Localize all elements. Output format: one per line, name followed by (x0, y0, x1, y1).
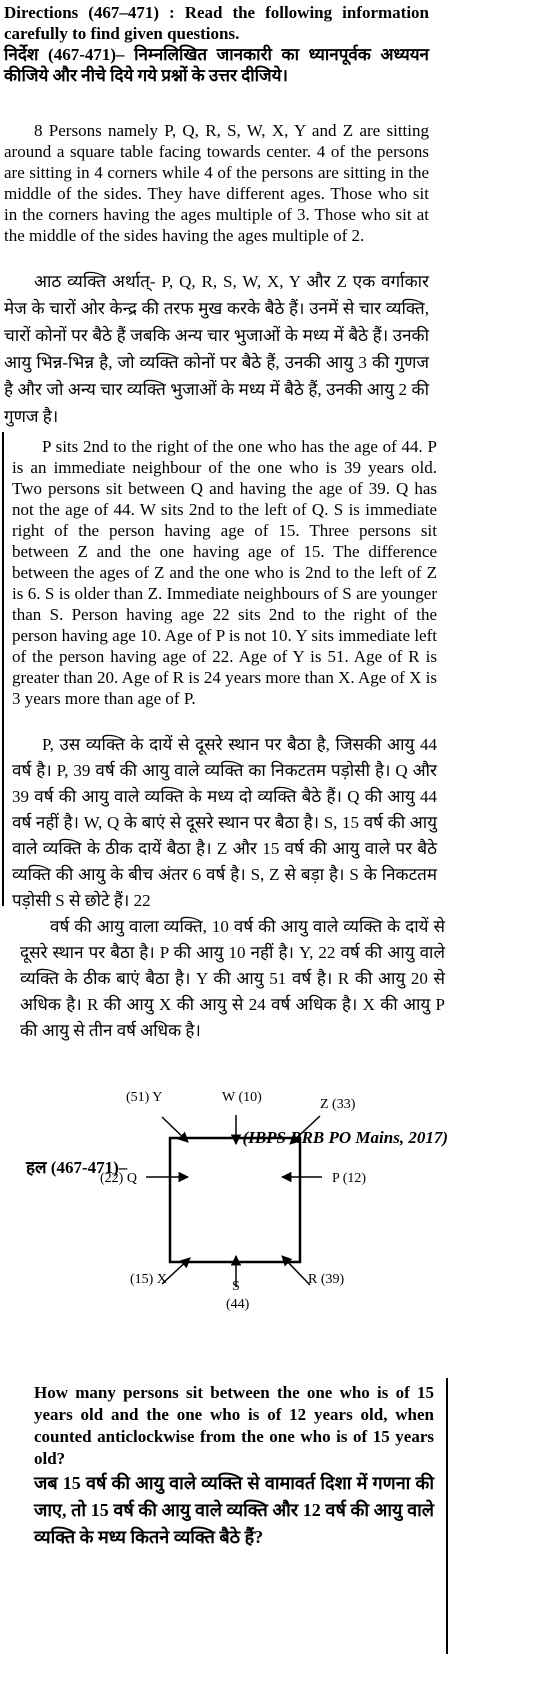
label-s-name: S (232, 1279, 240, 1294)
arrow-z (290, 1116, 320, 1144)
label-w: W (10) (222, 1090, 262, 1105)
question-right-bar (446, 1378, 448, 1654)
label-x: (15) X (130, 1272, 167, 1287)
intro-hindi: आठ व्यक्ति अर्थात्- P, Q, R, S, W, X, Y और Z एक वर्गाकार मेज के चारों ओर केन्द्र की तरफ मुख करके बैठे हैं। उनमें से चार व्यक्ति, चारों कोनों पर बैठे हैं जबकि अन्य चार भुजाओं के मध्य में बैठे हैं। उनकी आयु भिन्न-भिन्न है, जो व्यक्ति कोनों पर बैठे हैं, उनकी आयु 3 की गुणज है और जो अन्य चार व्यक्ति भुजाओं के मध्य में बैठे हैं, उनकी आयु 2 की गुणज है। (4, 272, 429, 426)
label-z: Z (33) (320, 1097, 356, 1112)
clue-left-bar (2, 432, 4, 906)
question-hindi: जब 15 वर्ष की आयु वाले व्यक्ति से वामावर्त दिशा में गणना की जाए, तो 15 वर्ष की आयु वाले व्यक्ति और 12 वर्ष की आयु वाले व्यक्ति के मध्य कितने व्यक्ति बैठे हैं? (34, 1473, 434, 1547)
solution-label: हल (467-471)– (26, 1158, 128, 1177)
label-q: (22) Q (100, 1171, 137, 1186)
seating-diagram (0, 1080, 548, 1312)
source-citation: (IBPS RRB PO Mains, 2017) (242, 1128, 448, 1147)
table-square (170, 1138, 300, 1262)
directions-english: Directions (467–471) : Read the following information carefully to find given questions. (4, 3, 429, 43)
clues-english: P sits 2nd to the right of the one who has the age of 44. P is an immediate neighbour of the one who is 39 years old. Two persons sit between Q and having the age of 39. Q has not the age of 44. W sits 2nd to the left of Q. S is immediate right of the person having age of 15. Three persons sit between Z and the one having age of 15. The difference between the ages of Z and the one who is 2nd to the left of Z is 6. S is older than Z. Immediate neighbours of S are younger than S. Person having age 22 sits 2nd to the right of the person having age 10. Age of P is not 10. Y sits immediate left of the person having age of 22. Age of Y is 51. Age of R is greater than 20. Age of R is 24 years more than X. Age of X is 3 years more than age of P. (12, 437, 437, 708)
arrow-r (282, 1256, 310, 1285)
intro-english: 8 Persons namely P, Q, R, S, W, X, Y and Z are sitting around a square table facing towards center. 4 of the persons are sitting in 4 corners while 4 of the persons are sitting in the middle of the sides. They have different ages. Those who sit in the corners having the ages multiple of 3. Those who sit at the middle of the sides having the ages multiple of 2. (4, 121, 429, 245)
question-english: How many persons sit between the one who is of 15 years old and the one who is of 12 years old, when counted anticlockwise from the one who is of 15 years old? (34, 1383, 434, 1468)
label-y: (51) Y (126, 1090, 163, 1105)
label-p: P (12) (332, 1171, 367, 1186)
clues-hindi-part2: वर्ष की आयु वाला व्यक्ति, 10 वर्ष की आयु वाले व्यक्ति के दायें से दूसरे स्थान पर बैठा है। P की आयु 10 नहीं है। Y, 22 वर्ष की आयु वाले व्यक्ति के ठीक बाएं बैठा है। Y की आयु 51 वर्ष है। R की आयु 20 से अधिक है। R की आयु X की आयु से 24 वर्ष अधिक है। X की आयु P की आयु से तीन वर्ष अधिक है। (20, 917, 445, 1040)
clues-hindi-part1: P, उस व्यक्ति के दायें से दूसरे स्थान पर बैठा है, जिसकी आयु 44 वर्ष है। P, 39 वर्ष की आयु वाले व्यक्ति का निकटतम पड़ोसी है। Q और 39 वर्ष की आयु वाले व्यक्ति के मध्य दो व्यक्ति बैठे हैं। Q की आयु 44 वर्ष नहीं है। W, Q के बाएं से दूसरे स्थान पर बैठा है। S, 15 वर्ष की आयु वाले व्यक्ति के ठीक दायें बैठा है। Z और 15 वर्ष की आयु वाले पर बैठे व्यक्ति की आयु के बीच अंतर 6 वर्ष है। S, Z से बड़ा है। S के निकटतम पड़ोसी S से छोटे हैं। 22 (12, 735, 437, 910)
label-s-age: (44) (226, 1297, 250, 1312)
directions-hindi: निर्देश (467-471)– निम्नलिखित जानकारी का ध्यानपूर्वक अध्ययन कीजिये और नीचे दिये गये प्रश्नों के उत्तर दीजिये। (4, 45, 429, 85)
label-r: R (39) (308, 1272, 345, 1287)
